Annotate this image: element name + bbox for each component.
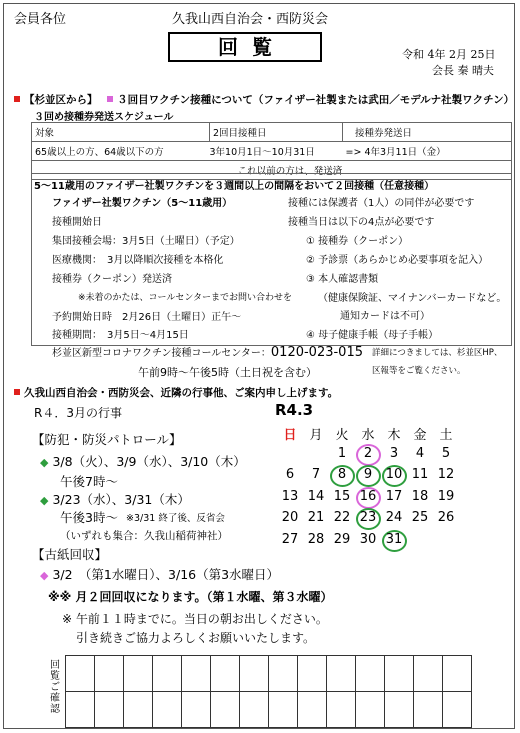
recipients: 会員各位 xyxy=(14,12,67,27)
note-time: ※ 午前１１時までに。当日の朝お出しください。 xyxy=(62,612,328,626)
table-cell: 2回目接種日 xyxy=(210,123,343,142)
info-line: 接種期間： 3月5日～4月15日 xyxy=(52,330,189,341)
calendar-day: 16 xyxy=(359,488,377,504)
stamp-cell[interactable] xyxy=(153,656,182,692)
calendar-day: 10 xyxy=(385,467,403,482)
calendar-day: 8 xyxy=(337,467,347,482)
stamp-cell[interactable] xyxy=(182,692,211,728)
calendar-day: 6 xyxy=(285,467,295,482)
stamp-cell[interactable] xyxy=(443,656,472,692)
calendar-day: 2 xyxy=(363,445,373,461)
document-title: 回覧 xyxy=(168,32,322,62)
weekday-label: 水 xyxy=(361,428,375,443)
patrol-note: ※3/31 終了後、反省会 xyxy=(126,513,225,524)
stamp-cell[interactable] xyxy=(414,692,443,728)
calendar-day: 24 xyxy=(385,510,403,525)
stamp-cell[interactable] xyxy=(298,656,327,692)
info-line: 医療機関： 3月以降順次接種を本格化 xyxy=(52,255,224,266)
table-cell: 3年10月1日～10月31日 xyxy=(210,142,343,161)
stamp-cell[interactable] xyxy=(95,656,124,692)
stamp-cell[interactable] xyxy=(211,656,240,692)
table-row xyxy=(45,656,472,692)
detail-note: 詳細につきましては、杉並区HP、 xyxy=(372,348,503,358)
table-row xyxy=(45,692,472,728)
patrol-place: （いずれも集合：久我山稲荷神社） xyxy=(60,530,228,542)
stamp-cell[interactable] xyxy=(182,656,211,692)
stamp-cell[interactable] xyxy=(327,692,356,728)
patrol-item-2: ◆ 3/23（水）、3/31（木） xyxy=(40,492,190,507)
calendar-day: 12 xyxy=(437,467,455,482)
paper-item: ◆ 3/2 （第1水曜日）、3/16（第3水曜日） xyxy=(40,567,280,582)
calendar-day: 22 xyxy=(333,510,351,525)
stamp-cell[interactable] xyxy=(327,656,356,692)
table-cell: 65歳以上の方、64歳以下の方 xyxy=(32,142,210,161)
issue-date: 令和 4年 2月 25日 xyxy=(402,48,496,61)
callcenter-phone: 0120-023-015 xyxy=(270,345,363,360)
info-line: 接種開始日 xyxy=(52,217,102,228)
calendar-day: 25 xyxy=(411,510,429,525)
stamp-cell[interactable] xyxy=(385,656,414,692)
stamp-label: 回 覧 ご 確 認 xyxy=(50,660,60,715)
info-line: 予約開始日時 2月26日（土曜日）正午～ xyxy=(52,312,242,323)
info-line: 通知カードは不可） xyxy=(340,311,430,322)
events-heading: 久我山西自治会・西防災会、近隣の行事他、ご案内申し上げます。 xyxy=(14,385,338,400)
schedule-table xyxy=(31,122,512,180)
table-cell: 接種券発送日 xyxy=(343,123,512,142)
calendar-day: 13 xyxy=(281,488,299,504)
table-row xyxy=(32,123,512,142)
month-title: R４．3月の行事 xyxy=(34,406,122,420)
calendar-title: R4.3 xyxy=(275,401,314,419)
info-line: ① 接種券（クーポン） xyxy=(306,236,409,247)
calendar-day: 28 xyxy=(307,531,325,547)
calendar-day: 20 xyxy=(281,510,299,525)
table-cell: => 4年3月11日（金） xyxy=(343,142,512,161)
table-cell: これ以前の方は、発送済 xyxy=(32,161,512,180)
info-line: 接種には保護者（1人）の同伴が必要です xyxy=(288,198,475,209)
diamond-icon: ◆ xyxy=(40,569,49,582)
info-line: 接種券（クーポン）発送済 xyxy=(52,274,172,285)
kids-heading: 5～11歳用のファイザー社製ワクチンを３週間以上の間隔をおいて２回接種（任意接種） xyxy=(34,181,435,192)
detail-note: 区報等をご覧ください。 xyxy=(372,366,466,376)
calendar-day: 31 xyxy=(385,531,403,547)
info-line: ③ 本人確認書類 xyxy=(306,274,379,285)
schedule-title: ３回め接種券発送スケジュール xyxy=(34,112,174,123)
stamp-cell[interactable] xyxy=(240,692,269,728)
signer: 会長 秦 晴夫 xyxy=(432,64,494,77)
calendar-day: 21 xyxy=(307,510,325,525)
stamp-cell[interactable] xyxy=(124,692,153,728)
info-line: ② 予診票（あらかじめ必要事項を記入） xyxy=(306,255,489,266)
table-cell: 対象 xyxy=(32,123,210,142)
stamp-cell[interactable] xyxy=(269,692,298,728)
stamp-cell[interactable] xyxy=(298,692,327,728)
patrol-time-1: 午後7時～ xyxy=(60,474,118,489)
info-line: 接種当日は以下の4点が必要です xyxy=(288,217,435,228)
calendar-day: 27 xyxy=(281,531,299,547)
vaccine-heading: 【杉並区から】 ３回目ワクチン接種について（ファイザー社製または武田／モデルナ社製ワクチン） xyxy=(14,92,514,107)
calendar-day: 5 xyxy=(441,445,451,461)
stamp-cell[interactable] xyxy=(240,656,269,692)
calendar-day: 14 xyxy=(307,488,325,504)
weekday-label: 金 xyxy=(413,428,427,443)
weekday-label: 日 xyxy=(283,428,297,443)
kids-subheading: ファイザー社製ワクチン（5～11歳用） xyxy=(52,198,233,209)
stamp-cell[interactable] xyxy=(414,656,443,692)
calendar-day: 7 xyxy=(311,467,321,482)
stamp-cell[interactable] xyxy=(95,692,124,728)
confirmation-stamp-grid xyxy=(45,655,472,728)
calendar-day: 4 xyxy=(415,445,425,461)
weekday-label: 土 xyxy=(439,428,453,443)
bullet-icon xyxy=(107,96,113,102)
calendar-day: 9 xyxy=(363,467,373,482)
diamond-icon: ◆ xyxy=(40,456,49,469)
table-row xyxy=(32,142,512,161)
bullet-icon xyxy=(14,96,20,102)
stamp-cell[interactable] xyxy=(153,692,182,728)
info-line: ※未着のかたは、コールセンターまでお問い合わせを xyxy=(78,293,293,303)
calendar-day: 26 xyxy=(437,510,455,525)
calendar-day: 29 xyxy=(333,531,351,547)
stamp-cell[interactable] xyxy=(356,656,385,692)
patrol-item-1: ◆ 3/8（火）、3/9（水）、3/10（木） xyxy=(40,454,246,469)
weekday-label: 月 xyxy=(309,428,323,443)
calendar-day: 15 xyxy=(333,488,351,504)
info-line: 集団接種会場：3月5日（土曜日）（予定） xyxy=(52,236,240,247)
stamp-cell[interactable] xyxy=(66,656,95,692)
organization-name: 久我山西自治会・西防災会 xyxy=(172,12,329,27)
patrol-title: 【防犯・防災パトロール】 xyxy=(32,432,182,447)
stamp-cell[interactable] xyxy=(124,656,153,692)
note-collection: ※※ 月２回回収になります。（第１水曜、第３水曜） xyxy=(48,590,333,604)
callcenter-hours: 午前9時～午後5時（土日祝を含む） xyxy=(138,366,317,379)
weekday-label: 火 xyxy=(335,428,349,443)
calendar-day: 11 xyxy=(411,467,429,482)
paper-title: 【古紙回収】 xyxy=(32,547,108,562)
calendar-day: 18 xyxy=(411,488,429,504)
calendar-day: 17 xyxy=(385,488,403,504)
stamp-cell[interactable] xyxy=(211,692,240,728)
calendar-day: 3 xyxy=(389,445,399,461)
calendar-day: 19 xyxy=(437,488,455,504)
weekday-label: 木 xyxy=(387,428,401,443)
stamp-cell[interactable] xyxy=(443,692,472,728)
bullet-icon xyxy=(14,389,20,395)
patrol-time-2: 午後3時～ xyxy=(60,510,118,525)
stamp-cell[interactable] xyxy=(385,692,414,728)
calendar-day: 30 xyxy=(359,531,377,547)
info-line: ④ 母子健康手帳（母子手帳） xyxy=(306,330,439,341)
note-thanks: 引き続きご協力よろしくお願いいたします。 xyxy=(76,631,316,645)
stamp-cell[interactable] xyxy=(269,656,298,692)
calendar-day: 1 xyxy=(337,445,347,461)
diamond-icon: ◆ xyxy=(40,494,49,507)
calendar-day: 23 xyxy=(359,510,377,525)
stamp-cell[interactable] xyxy=(66,692,95,728)
info-line: （健康保険証、マイナンバーカードなど。 xyxy=(318,293,507,304)
callcenter: 杉並区新型コロナワクチン接種コールセンター：0120-023-015 xyxy=(52,345,363,360)
stamp-cell[interactable] xyxy=(356,692,385,728)
